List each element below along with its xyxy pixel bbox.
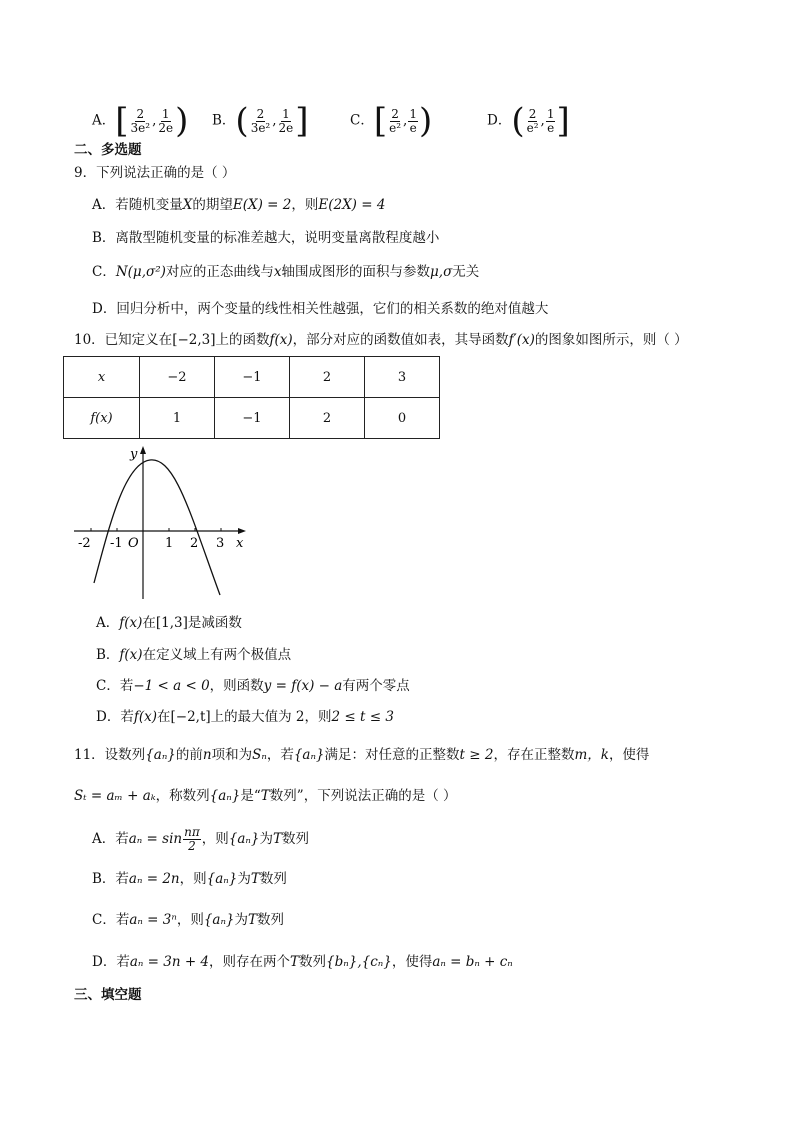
- text: 是“: [240, 788, 261, 804]
- tick-label: -2: [78, 536, 91, 551]
- denominator: e: [409, 120, 417, 135]
- denominator: 3e²: [250, 120, 271, 135]
- math: f(x): [133, 709, 157, 725]
- numerator: 2: [528, 106, 537, 121]
- fraction: [546, 108, 556, 135]
- y-axis-arrow: [140, 446, 146, 454]
- bracket: (: [235, 101, 249, 141]
- math: Sₙ: [252, 747, 267, 763]
- numerator: 1: [282, 106, 290, 121]
- option-label: A．: [92, 112, 116, 129]
- option-label: D．: [487, 112, 512, 129]
- text: 数列: [259, 871, 287, 887]
- math: f(x): [119, 647, 143, 663]
- table-cell: 3: [365, 357, 440, 398]
- math: [−2,t]: [170, 709, 211, 725]
- denominator: 2e: [158, 120, 174, 135]
- math: T: [248, 912, 258, 928]
- origin-label: O: [128, 536, 139, 551]
- x-axis-label: x: [236, 536, 244, 551]
- text: ，则函数: [209, 678, 264, 694]
- numerator: 2: [256, 106, 265, 121]
- table-cell: −2: [140, 357, 215, 398]
- numerator: 1: [409, 106, 417, 121]
- q11-option-a: [92, 826, 309, 853]
- table-cell: −1: [215, 357, 290, 398]
- fraction: [130, 108, 152, 135]
- q10-option-a: [96, 613, 242, 633]
- numerator: 1: [546, 106, 555, 121]
- text: 为: [234, 912, 249, 928]
- q8-option-a: A．[ $\frac{2}{\text{3e²}}$ , $\frac{1}{2e}$ ): [92, 101, 189, 141]
- q9-option-c: [92, 262, 479, 282]
- bracket: ]: [556, 101, 570, 141]
- q8-option-d: D．( $\frac{2}{\text{e²}}$ , $\frac{1}{e}$ ]: [487, 101, 570, 141]
- bracket: ]: [295, 101, 309, 141]
- q11-option-d: [92, 952, 513, 972]
- denominator: 2: [188, 839, 196, 853]
- text: C．: [92, 264, 116, 280]
- q11-option-b: [92, 869, 287, 889]
- option-label: B．: [212, 112, 236, 129]
- math: Sₜ = aₘ + aₖ: [74, 788, 156, 804]
- text: C．若: [96, 678, 134, 694]
- text: 在: [142, 615, 156, 631]
- bracket: (: [511, 101, 525, 141]
- denominator: e²: [526, 120, 539, 135]
- q10-option-d: [96, 707, 394, 727]
- fraction: [250, 108, 272, 135]
- table-cell: f(x): [64, 398, 140, 439]
- text: 轴围成图形的面积与参数: [281, 264, 431, 280]
- math: aₙ = 2n: [128, 871, 180, 887]
- math: T: [250, 871, 260, 887]
- text: 上的最大值为 2，则: [210, 709, 332, 725]
- y-axis-label: y: [130, 447, 138, 462]
- text: 10．已知定义在: [74, 332, 173, 348]
- text: 的期望: [192, 197, 233, 213]
- q9-option-d: D．回归分析中，两个变量的线性相关性越强，它们的相关系数的绝对值越大: [92, 301, 549, 317]
- derivative-graph: [70, 443, 250, 603]
- math: N(μ,σ²): [115, 264, 166, 280]
- text: C．若: [92, 912, 130, 928]
- text: 11．设数列: [74, 747, 146, 763]
- math: 2 ≤ t ≤ 3: [331, 709, 394, 725]
- text: 在定义域上有两个极值点: [142, 647, 292, 663]
- text: D．若: [96, 709, 134, 725]
- table-cell: 2: [290, 357, 365, 398]
- math: n: [202, 747, 212, 763]
- text: ，使得: [391, 954, 433, 970]
- bracket: ): [175, 101, 189, 141]
- section-heading-multiple-choice: 二、多选题: [74, 142, 142, 158]
- fraction: [526, 108, 540, 135]
- fraction: [183, 826, 201, 853]
- text: 无关: [452, 264, 480, 280]
- text: 数列: [257, 912, 285, 928]
- numerator: 2: [136, 106, 145, 121]
- text: ，则存在两个: [209, 954, 291, 970]
- text: ，则: [179, 871, 207, 887]
- numerator: 2: [391, 106, 399, 121]
- denominator: 2e: [278, 120, 294, 135]
- text: ，称数列: [155, 788, 210, 804]
- q11-stem-line2: [74, 786, 457, 806]
- math: f(x): [269, 332, 293, 348]
- math: −1 < a < 0: [133, 678, 210, 694]
- q8-option-b: B．( $\frac{2}{\text{3e²}}$ , $\frac{1}{2e}$ ]: [212, 101, 309, 141]
- text: A．若随机变量: [92, 197, 183, 213]
- fraction: [408, 108, 418, 135]
- math: aₙ = bₙ + cₙ: [432, 954, 513, 970]
- text: 数列”，下列说法正确的是（ ）: [269, 788, 457, 804]
- text: ，则: [201, 831, 229, 847]
- math: X: [182, 197, 193, 213]
- option-label: C．: [350, 112, 374, 129]
- math: aₙ = 3n + 4: [129, 954, 210, 970]
- math: {aₙ}: [145, 747, 176, 763]
- table-cell: −1: [215, 398, 290, 439]
- math: y = f(x) − a: [263, 678, 343, 694]
- table-cell: 0: [365, 398, 440, 439]
- table-cell: 1: [140, 398, 215, 439]
- math: E(2X) = 4: [318, 197, 386, 213]
- text: 的图象如图所示，则（ ）: [534, 332, 688, 348]
- math: T: [260, 788, 270, 804]
- text: B．若: [92, 871, 129, 887]
- q10-stem: [74, 330, 688, 350]
- q8-option-c: C．[ $\frac{2}{\text{e²}}$ , $\frac{1}{e}$ ): [350, 101, 433, 141]
- tick-label: -1: [110, 536, 123, 551]
- text: 的前: [175, 747, 203, 763]
- text: 在: [156, 709, 171, 725]
- bracket: [: [373, 101, 388, 141]
- bracket: [: [115, 101, 129, 141]
- table-cell: x: [64, 357, 140, 398]
- function-value-table: [63, 356, 440, 439]
- text: ，使得: [608, 747, 650, 763]
- text: A．若: [92, 831, 129, 847]
- math: {aₙ}: [203, 912, 235, 928]
- fraction: [157, 108, 174, 135]
- math: μ,σ: [430, 264, 453, 280]
- text: ，存在正整数: [493, 747, 575, 763]
- math: {aₙ}: [293, 747, 325, 763]
- table-row: [64, 357, 440, 398]
- text: ，部分对应的函数值如表，其导函数: [292, 332, 509, 348]
- math: [−2,3]: [172, 332, 216, 348]
- text: 上的函数: [215, 332, 270, 348]
- math: T: [272, 831, 282, 847]
- section-heading-fill-in: 三、填空题: [74, 987, 142, 1003]
- q9-stem: 9．下列说法正确的是（ ）: [74, 165, 236, 181]
- math: aₙ = 3ⁿ: [129, 912, 177, 928]
- denominator: 3e²: [130, 120, 151, 135]
- tick-label: 2: [190, 536, 199, 551]
- q10-option-c: [96, 676, 410, 696]
- math: aₙ = sin: [128, 831, 183, 847]
- text: 数列: [281, 831, 309, 847]
- denominator: e: [547, 120, 555, 135]
- fraction: [278, 108, 295, 135]
- text: D．若: [92, 954, 130, 970]
- numerator: 1: [161, 106, 170, 121]
- q9-option-b: B．离散型随机变量的标准差越大，说明变量离散程度越小: [92, 230, 440, 246]
- text: 满足：对任意的正整数: [324, 747, 460, 763]
- math: {aₙ}: [209, 788, 241, 804]
- denominator: e²: [389, 120, 402, 135]
- q11-option-c: [92, 910, 284, 930]
- math: {bₙ},{cₙ}: [326, 954, 392, 970]
- text: 对应的正态曲线与: [165, 264, 274, 280]
- q11-stem-line1: [74, 745, 649, 765]
- tick-label: 3: [216, 536, 225, 551]
- math: f′(x): [508, 332, 535, 348]
- math: [1,3]: [155, 615, 188, 631]
- text: A．: [96, 615, 120, 631]
- tick-label: 1: [165, 536, 174, 551]
- table-row: [64, 398, 440, 439]
- derivative-curve: [94, 460, 220, 595]
- q9-option-a: [92, 195, 385, 215]
- text: ，则: [291, 197, 319, 213]
- text: ，若: [266, 747, 294, 763]
- text: 项和为: [211, 747, 253, 763]
- math: t ≥ 2: [459, 747, 494, 763]
- text: 是减函数: [187, 615, 242, 631]
- math: f(x): [119, 615, 143, 631]
- text: 数列: [299, 954, 327, 970]
- text: ，则: [176, 912, 204, 928]
- numerator: nπ: [184, 825, 200, 839]
- math: {aₙ}: [206, 871, 238, 887]
- math: m，k: [574, 747, 609, 763]
- bracket: ): [418, 101, 433, 141]
- text: 为: [259, 831, 273, 847]
- math: E(X) = 2: [232, 197, 292, 213]
- x-axis-arrow: [238, 528, 246, 534]
- text: 为: [237, 871, 251, 887]
- fraction: [388, 108, 402, 135]
- math: T: [290, 954, 300, 970]
- math: {aₙ}: [228, 831, 260, 847]
- text: B．: [96, 647, 120, 663]
- q10-option-b: [96, 645, 291, 665]
- math: x: [273, 264, 282, 280]
- table-cell: 2: [290, 398, 365, 439]
- text: 有两个零点: [342, 678, 410, 694]
